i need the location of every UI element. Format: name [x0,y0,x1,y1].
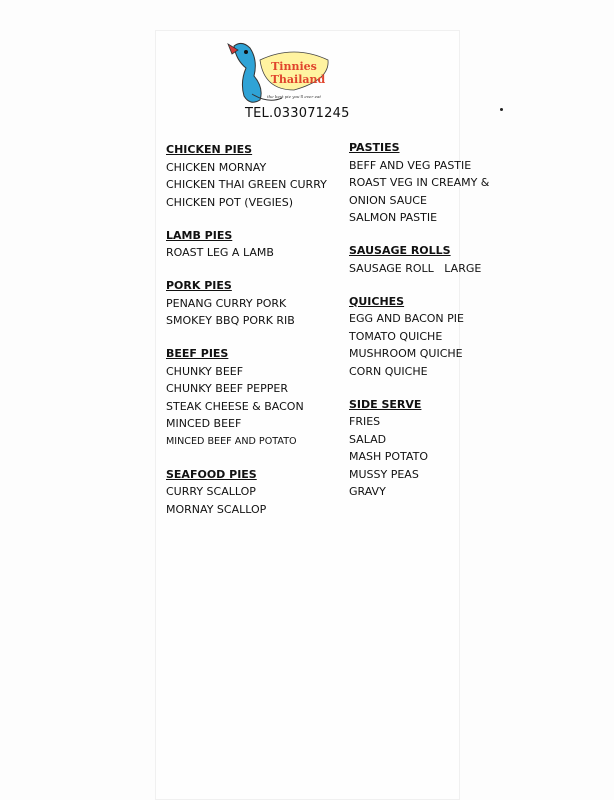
section-heading: PORK PIES [166,279,232,292]
menu-item: SALMON PASTIE [349,211,438,224]
menu-item: MINCED BEEF AND POTATO [166,435,297,447]
menu-item: MASH POTATO [349,450,428,463]
section-heading: BEEF PIES [166,347,229,360]
menu-item: CORN QUICHE [349,364,428,378]
section-pork-pies [166,277,341,330]
menu-item: SMOKEY BBQ PORK RIB [166,314,295,327]
menu-item: ROAST LEG A LAMB [166,246,274,259]
section-heading: SAUSAGE ROLLS [349,244,451,257]
menu-item: SAUSAGE ROLL LARGE [349,261,482,275]
section-pasties [349,139,519,227]
section-heading: SEAFOOD PIES [166,467,257,481]
section-seafood-pies [166,466,341,519]
section-heading: CHICKEN PIES [166,143,253,156]
section-side-serve [349,396,519,501]
menu-column-left [166,141,341,534]
menu-item: FRIES [349,415,381,428]
section-sausage-rolls [349,242,519,277]
section-beef-pies [166,345,341,450]
menu-item: CHICKEN POT (VEGIES) [166,195,294,209]
menu-item: ROAST VEG IN CREAMY & [349,176,490,189]
menu-item: CHICKEN THAI GREEN CURRY [166,178,327,191]
menu-item: GRAVY [349,485,386,498]
menu-column-right [349,139,519,516]
menu-item: MUSSY PEAS [349,467,419,481]
tinnies-thailand-logo [224,38,336,110]
section-heading: LAMB PIES [166,228,233,242]
scan-speck [500,108,503,111]
logo-tagline: the best pie you'll ever eat [267,94,321,99]
menu-item: TOMATO QUICHE [349,329,443,343]
menu-item: CURRY SCALLOP [166,485,256,498]
menu-item: STEAK CHEESE & BACON [166,399,304,413]
menu-item: MORNAY SCALLOP [166,502,267,516]
menu-item: PENANG CURRY PORK [166,296,287,310]
section-quiches [349,293,519,381]
logo-brand-line2: Thailand [270,73,326,86]
menu-item: MINCED BEEF [166,417,242,430]
section-heading: SIDE SERVE [349,397,422,411]
phone-number: TEL.033071245 [245,106,350,121]
logo-brand-line1: Tinnies [271,60,317,73]
menu-item: MUSHROOM QUICHE [349,347,463,360]
section-lamb-pies [166,227,341,262]
menu-item: SALAD [349,432,387,446]
menu-item: CHUNKY BEEF [166,364,244,378]
section-heading: QUICHES [349,294,405,308]
menu-item: EGG AND BACON PIE [349,312,464,325]
menu-item: ONION SAUCE [349,193,427,207]
menu-item: BEFF AND VEG PASTIE [349,158,472,172]
section-heading: PASTIES [349,141,400,154]
section-chicken-pies [166,141,341,211]
menu-item: CHUNKY BEEF PEPPER [166,382,288,395]
menu-item: CHICKEN MORNAY [166,160,267,174]
